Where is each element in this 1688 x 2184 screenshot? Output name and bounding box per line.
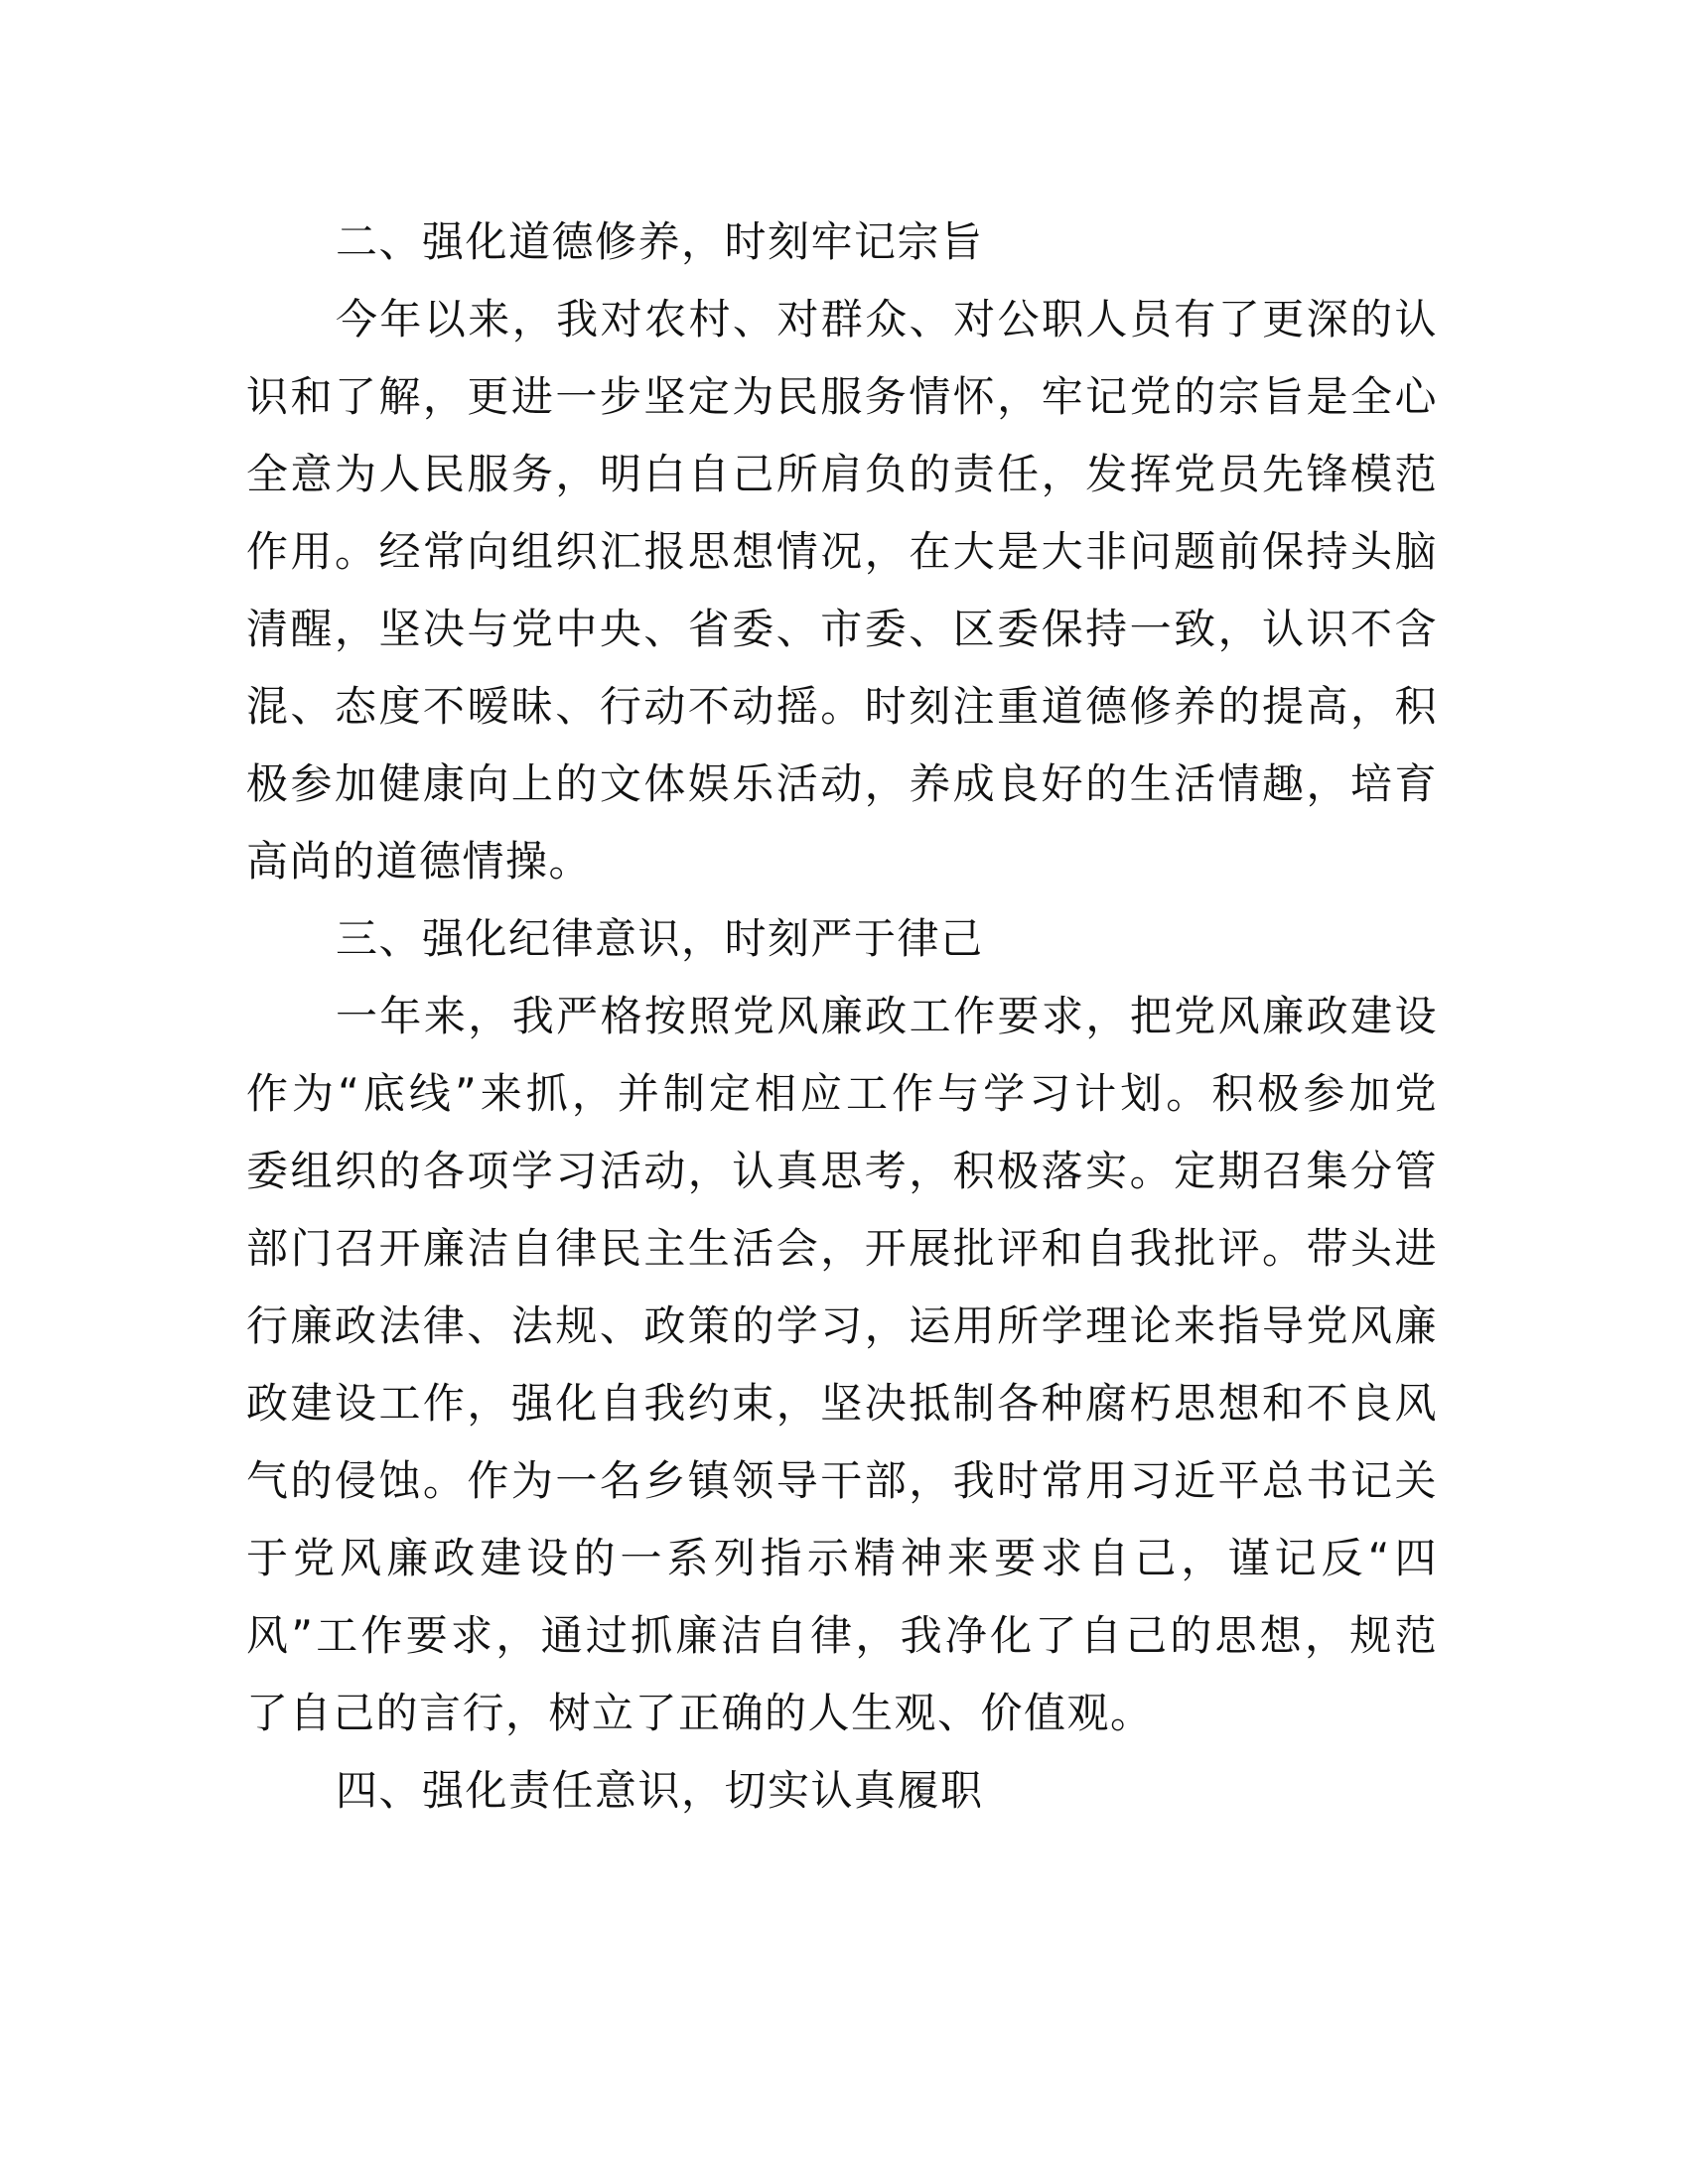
paragraph-line: 极参加健康向上的文体娱乐活动，养成良好的生活情趣，培育 [246,759,1438,808]
paragraph-line: 了自己的言行，树立了正确的人生观、价值观。 [246,1689,1154,1737]
section-heading-3: 三、强化纪律意识，时刻严于律己 [336,914,984,963]
paragraph-line: 政建设工作，强化自我约束，坚决抵制各种腐朽思想和不良风 [246,1379,1438,1428]
paragraph-line: 部门召开廉洁自律民主生活会，开展批评和自我批评。带头进 [246,1224,1438,1273]
paragraph-line: 作为“底线”来抓，并制定相应工作与学习计划。积极参加党 [246,1069,1438,1118]
paragraph-line: 全意为人民服务，明白自己所肩负的责任，发挥党员先锋模范 [246,450,1438,498]
section-paragraph-3 [246,978,1438,1752]
paragraph-line: 识和了解，更进一步坚定为民服务情怀，牢记党的宗旨是全心 [246,372,1438,421]
section-heading-4: 四、强化责任意识，切实认真履职 [336,1766,984,1815]
document-body [246,204,1438,1830]
paragraph-line: 作用。经常向组织汇报思想情况，在大是大非问题前保持头脑 [246,527,1438,576]
paragraph-line: 于党风廉政建设的一系列指示精神来要求自己，谨记反“四 [246,1534,1438,1582]
paragraph-line: 一年来，我严格按照党风廉政工作要求，把党风廉政建设 [336,992,1438,1040]
section-heading-2: 二、强化道德修养，时刻牢记宗旨 [336,217,984,266]
paragraph-line: 混、态度不暧昧、行动不动摇。时刻注重道德修养的提高，积 [246,682,1438,731]
paragraph-line: 今年以来，我对农村、对群众、对公职人员有了更深的认 [336,295,1438,343]
paragraph-line: 气的侵蚀。作为一名乡镇领导干部，我时常用习近平总书记关 [246,1456,1438,1505]
paragraph-line: 风”工作要求，通过抓廉洁自律，我净化了自己的思想，规范 [246,1611,1438,1660]
paragraph-line: 清醒，坚决与党中央、省委、市委、区委保持一致，认识不含 [246,605,1438,653]
paragraph-line: 高尚的道德情操。 [246,837,593,886]
paragraph-line: 委组织的各项学习活动，认真思考，积极落实。定期召集分管 [246,1147,1438,1195]
paragraph-line: 行廉政法律、法规、政策的学习，运用所学理论来指导党风廉 [246,1301,1438,1350]
section-paragraph-2 [246,281,1438,900]
